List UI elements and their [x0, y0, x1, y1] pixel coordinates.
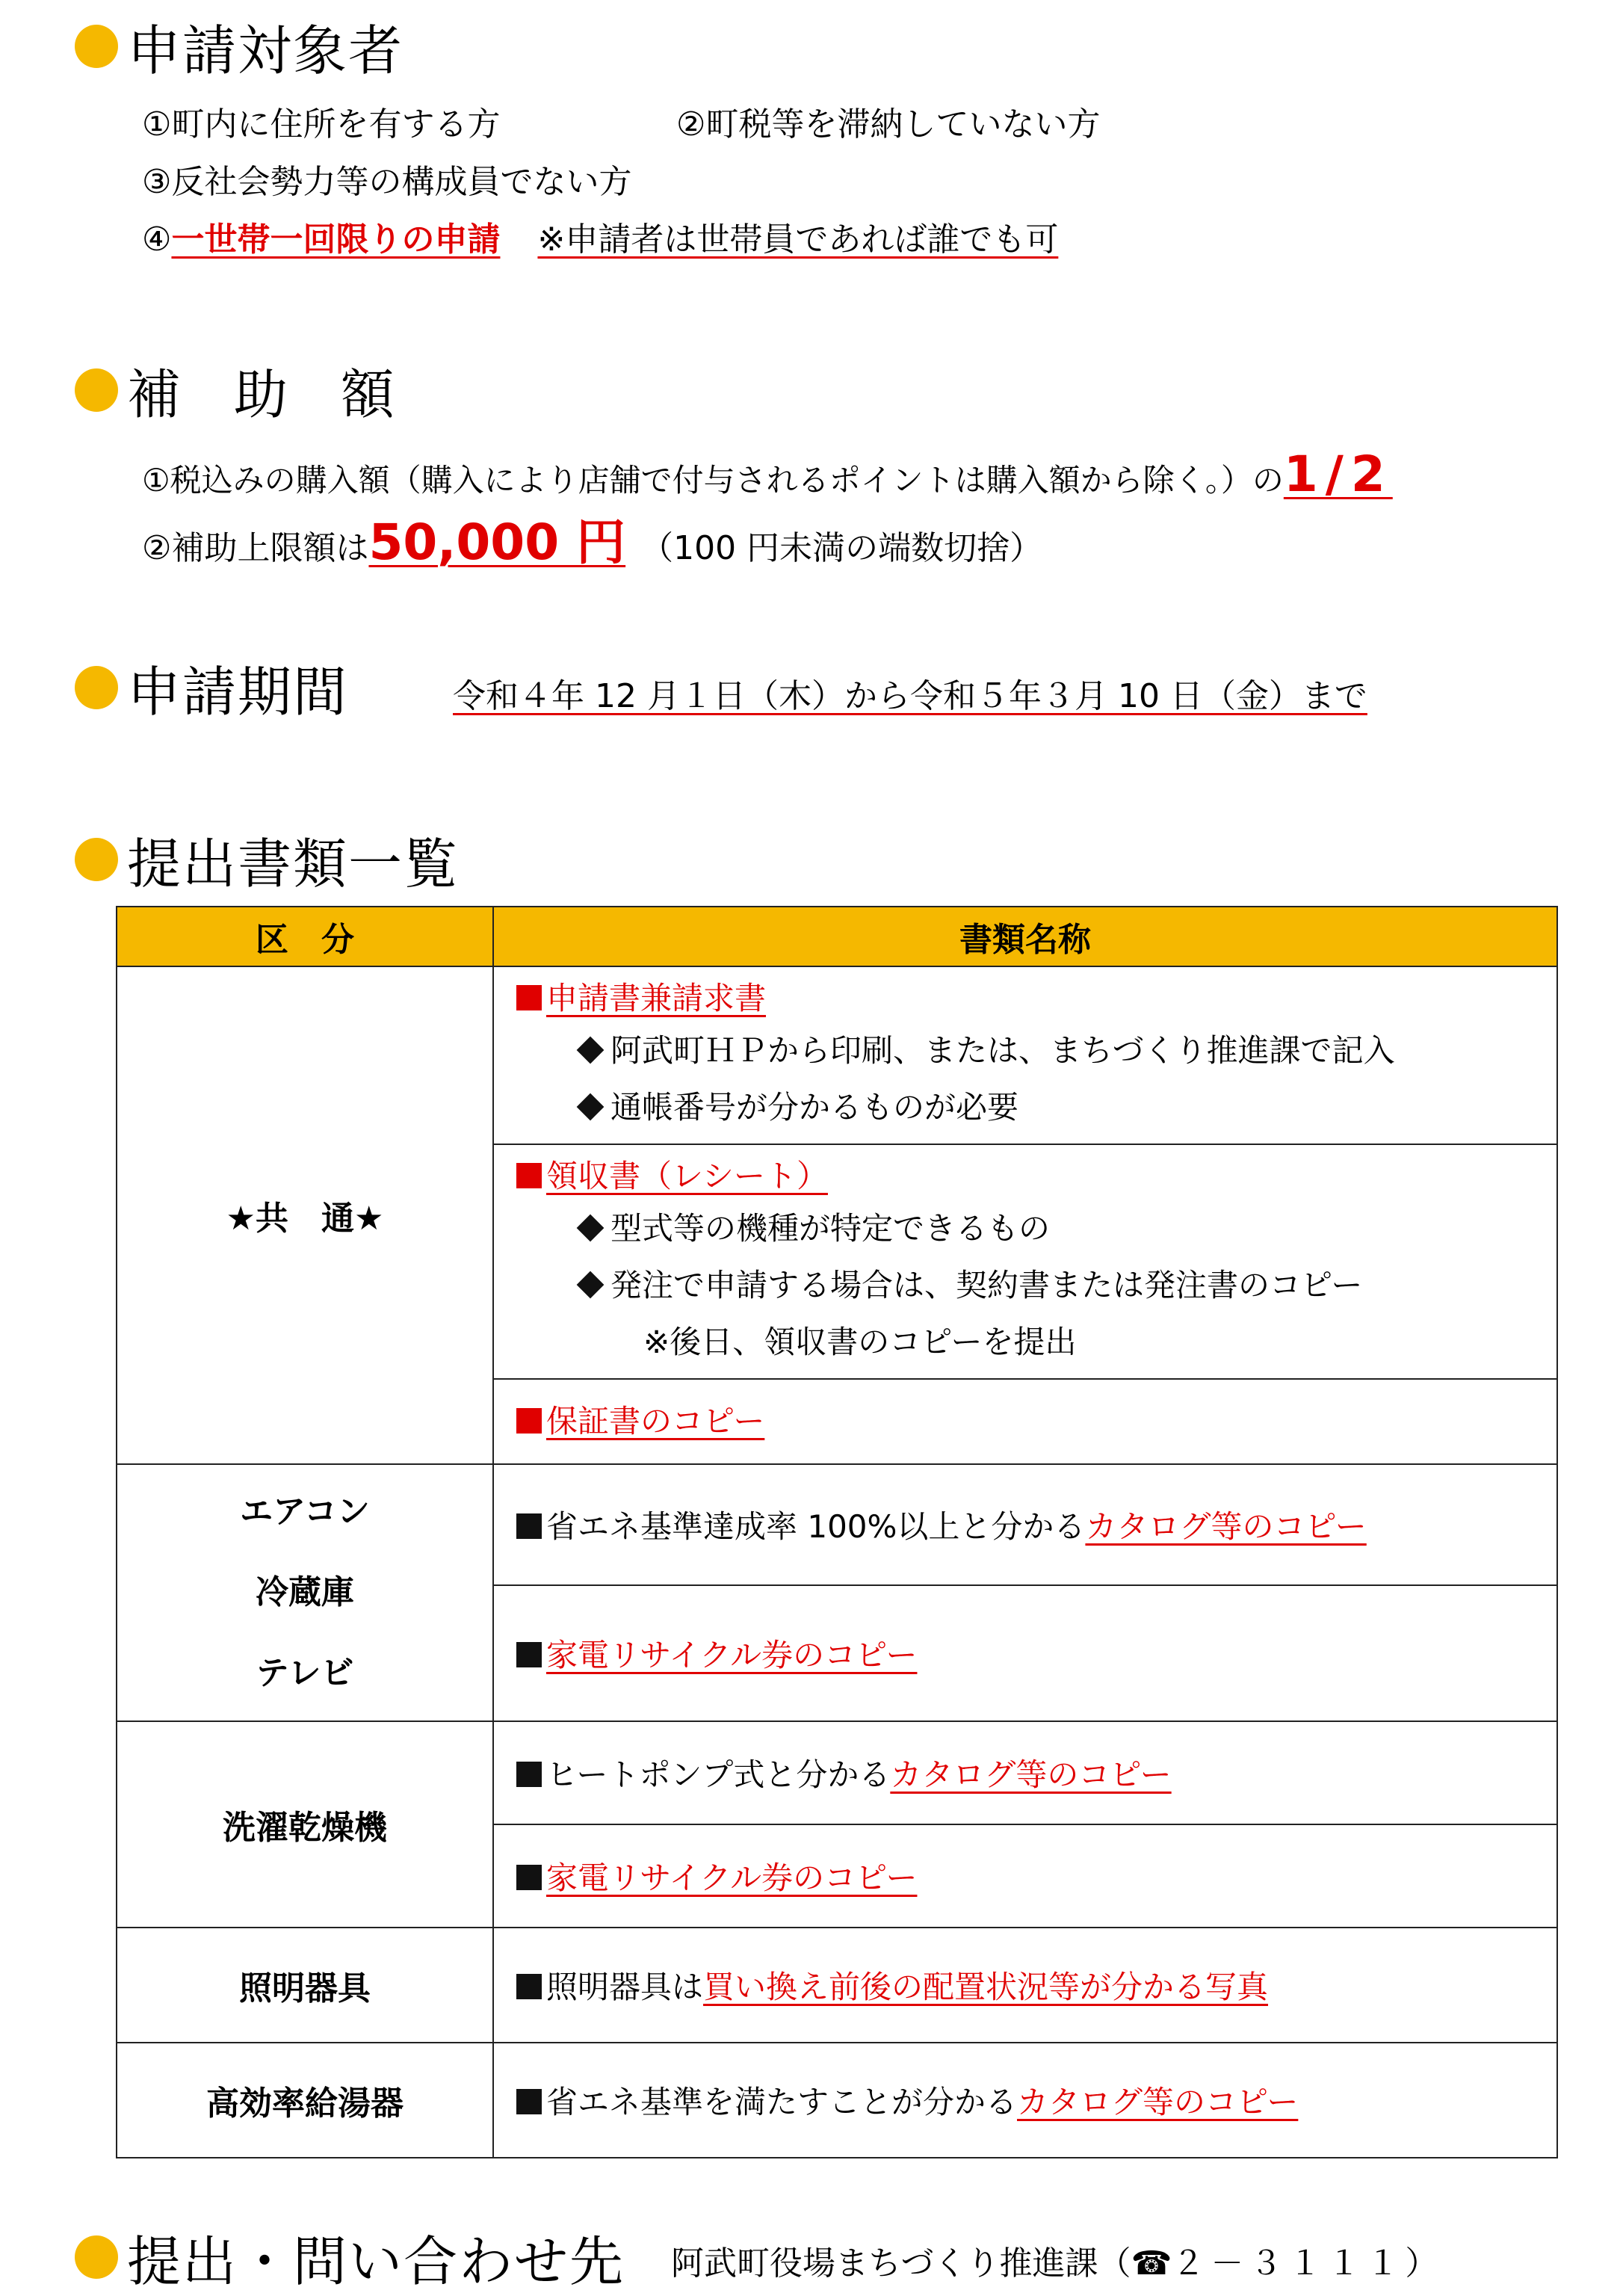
- doc-detail: 型式等の機種が特定できるもの: [610, 1210, 1051, 1247]
- doc-photo: [493, 1928, 1557, 2043]
- bullet-dot-icon: [75, 2235, 118, 2279]
- documents-table: [116, 906, 1558, 2158]
- bullet-dot-icon: [75, 666, 118, 709]
- column-header-documents: 書類名称: [493, 907, 1557, 966]
- doc-catalog-copy: [493, 1464, 1557, 1585]
- doc-catalog-copy: [493, 1721, 1557, 1824]
- doc-application-form: [493, 966, 1557, 1144]
- section-applicants-heading: [75, 7, 404, 85]
- subsidy-cap-line: [142, 502, 1042, 573]
- table-row: [117, 1721, 1557, 1824]
- contact-info: [671, 2236, 1438, 2284]
- applicant-condition-2: ②町税等を滞納していない方: [676, 105, 1101, 144]
- section-title: 提出・問い合わせ先: [127, 2230, 625, 2293]
- category-fridge: 冷蔵庫: [256, 1573, 354, 1611]
- one-time-application-note: 一世帯一回限りの申請: [171, 220, 501, 259]
- doc-recycle-ticket: [493, 1824, 1557, 1928]
- section-title: 申請期間: [127, 661, 349, 723]
- doc-title: 領収書（レシート）: [546, 1158, 828, 1194]
- doc-text: 省エネ基準を満たすことが分かる: [546, 2084, 1018, 2120]
- doc-red-text: 買い換え前後の配置状況等が分かる写真: [703, 1969, 1269, 2005]
- phone-icon: ☎: [1131, 2244, 1172, 2283]
- doc-title: 申請書兼請求書: [546, 980, 767, 1016]
- square-bullet-icon: [516, 1513, 542, 1539]
- square-bullet-icon: [516, 1163, 542, 1188]
- column-header-category: 区 分: [117, 907, 493, 966]
- diamond-bullet-icon: [577, 1093, 605, 1121]
- square-bullet-icon: [516, 1974, 542, 1999]
- subsidy-rate-value: 1/2: [1283, 445, 1393, 503]
- application-period: 令和４年 12 月１日（木）から令和５年３月 10 日（金）まで: [453, 677, 1367, 715]
- square-bullet-icon: [516, 985, 542, 1010]
- category-water-heater: 高効率給湯器: [117, 2043, 493, 2158]
- square-bullet-icon: [516, 1865, 542, 1890]
- category-lighting: 照明器具: [117, 1928, 493, 2043]
- doc-catalog-copy: [493, 2043, 1557, 2158]
- applicant-condition-3: ③反社会勢力等の構成員でない方: [142, 163, 632, 201]
- table-row: [117, 1928, 1557, 2043]
- doc-detail: 阿武町ＨＰから印刷、または、まちづくり推進課で記入: [610, 1032, 1395, 1069]
- doc-red-text: カタログ等のコピー: [1017, 2084, 1299, 2120]
- category-aircon: エアコン: [240, 1493, 370, 1531]
- subsidy-cap-prefix: ②補助上限額は: [142, 529, 369, 567]
- diamond-bullet-icon: [577, 1215, 605, 1242]
- table-row: [117, 1464, 1557, 1585]
- doc-warranty: [493, 1379, 1557, 1464]
- section-title: 提出書類一覧: [127, 833, 460, 895]
- section-title: 申請対象者: [127, 19, 404, 82]
- applicant-condition-4: [142, 212, 1058, 260]
- doc-red-text: カタログ等のコピー: [1085, 1508, 1367, 1545]
- doc-note: ※後日、領収書のコピーを提出: [643, 1324, 1077, 1360]
- square-bullet-icon: [516, 1642, 542, 1667]
- doc-title: 保証書のコピー: [546, 1403, 765, 1439]
- subsidy-cap-value: 50,000 円: [368, 513, 626, 571]
- subsidy-rate-text: ①税込みの購入額（購入により店舗で付与されるポイントは購入額から除く。）の: [142, 462, 1284, 499]
- doc-red-text: 家電リサイクル券のコピー: [546, 1637, 918, 1673]
- contact-department: 阿武町役場まちづくり推進課（: [671, 2244, 1131, 2283]
- section-subsidy-heading: [75, 351, 412, 429]
- bullet-dot-icon: [75, 838, 118, 881]
- diamond-bullet-icon: [577, 1037, 605, 1064]
- contact-phone: ２－３１１１: [1172, 2244, 1406, 2283]
- section-contact-heading: [75, 2218, 625, 2296]
- category-common: ★共 通★: [117, 966, 493, 1464]
- square-bullet-icon: [516, 2089, 542, 2114]
- section-period-heading: [75, 649, 348, 726]
- bullet-dot-icon: [75, 368, 118, 412]
- category-dryer: 洗濯乾燥機: [117, 1721, 493, 1928]
- subsidy-cap-suffix: （100 円未満の端数切捨）: [640, 529, 1043, 567]
- table-header-row: [117, 907, 1557, 966]
- doc-text: ヒートポンプ式と分かる: [546, 1756, 891, 1793]
- contact-suffix: ）: [1405, 2244, 1438, 2283]
- doc-text: 省エネ基準達成率 100%以上と分かる: [546, 1508, 1086, 1545]
- table-row: [117, 2043, 1557, 2158]
- subsidy-rate-line: [142, 445, 1393, 503]
- applicant-condition-1: ①町内に住所を有する方: [142, 105, 501, 144]
- square-bullet-icon: [516, 1762, 542, 1787]
- section-title: 補 助 額: [127, 363, 412, 426]
- doc-detail: 通帳番号が分かるものが必要: [610, 1089, 1019, 1126]
- square-bullet-icon: [516, 1408, 542, 1434]
- doc-receipt: [493, 1144, 1557, 1379]
- doc-recycle-ticket: [493, 1585, 1557, 1721]
- doc-red-text: カタログ等のコピー: [890, 1756, 1172, 1793]
- section-documents-heading: [75, 821, 459, 898]
- applicant-household-note: ※申請者は世帯員であれば誰でも可: [537, 220, 1059, 259]
- doc-red-text: 家電リサイクル券のコピー: [546, 1860, 918, 1896]
- category-appliances: [117, 1464, 493, 1721]
- bullet-dot-icon: [75, 25, 118, 68]
- condition-4-prefix: ④: [142, 220, 172, 259]
- doc-text: 照明器具は: [546, 1969, 704, 2005]
- doc-detail: 発注で申請する場合は、契約書または発注書のコピー: [610, 1267, 1363, 1303]
- diamond-bullet-icon: [577, 1271, 605, 1299]
- category-tv: テレビ: [256, 1654, 354, 1692]
- table-row: [117, 966, 1557, 1144]
